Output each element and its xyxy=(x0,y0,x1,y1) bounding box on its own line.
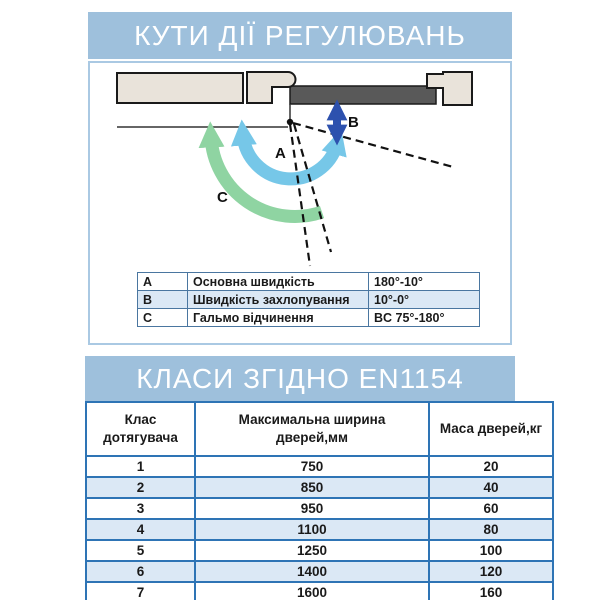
cell-width: 850 xyxy=(195,477,429,498)
cell-class: 6 xyxy=(86,561,195,582)
cell-mass: 120 xyxy=(429,561,553,582)
section2-title: КЛАСИ ЗГІДНО EN1154 xyxy=(136,362,464,394)
dashed-line-latching xyxy=(293,123,453,167)
angle-value: BC 75°-180° xyxy=(369,309,480,327)
table-row xyxy=(86,477,553,498)
dashed-line-closed-2 xyxy=(294,124,331,252)
arc-arrow-a xyxy=(243,135,337,179)
cell-mass: 100 xyxy=(429,540,553,561)
angle-key: B xyxy=(138,291,188,309)
angle-row-c xyxy=(138,309,480,327)
cell-mass: 60 xyxy=(429,498,553,519)
table-row xyxy=(86,582,553,600)
section2-title-bar xyxy=(85,356,515,401)
header-mass: Маса дверей,кг xyxy=(429,402,553,456)
classes-header-row xyxy=(86,402,553,456)
cell-width: 1250 xyxy=(195,540,429,561)
angle-row-a xyxy=(138,273,480,291)
classes-table xyxy=(85,401,554,600)
cell-width: 750 xyxy=(195,456,429,477)
cell-mass: 160 xyxy=(429,582,553,600)
diagram-label-a: A xyxy=(275,145,286,162)
cell-class: 2 xyxy=(86,477,195,498)
table-row xyxy=(86,498,553,519)
cell-width: 950 xyxy=(195,498,429,519)
angle-key: C xyxy=(138,309,188,327)
door-leaf xyxy=(290,86,436,104)
angle-name: Основна швидкість xyxy=(188,273,369,291)
table-row xyxy=(86,540,553,561)
dashed-line-closed-1 xyxy=(290,124,310,266)
cell-width: 1400 xyxy=(195,561,429,582)
section1-panel xyxy=(88,61,512,345)
cell-width: 1600 xyxy=(195,582,429,600)
cell-mass: 80 xyxy=(429,519,553,540)
header-class: Клас дотягувача xyxy=(86,402,195,456)
wall-left xyxy=(117,73,243,103)
angle-value: 180°-10° xyxy=(369,273,480,291)
cell-width: 1100 xyxy=(195,519,429,540)
angles-table xyxy=(137,272,480,327)
angle-key: A xyxy=(138,273,188,291)
section1-title-bar xyxy=(88,12,512,59)
cell-class: 4 xyxy=(86,519,195,540)
cell-mass: 20 xyxy=(429,456,553,477)
cell-class: 5 xyxy=(86,540,195,561)
pivot-dot xyxy=(287,119,293,125)
angle-row-b xyxy=(138,291,480,309)
header-max-width: Максимальна ширина дверей,мм xyxy=(195,402,429,456)
angle-name: Швидкість захлопування xyxy=(188,291,369,309)
table-row xyxy=(86,456,553,477)
section1-title: КУТИ ДІЇ РЕГУЛЮВАНЬ xyxy=(134,19,466,51)
diagram-label-c: C xyxy=(217,189,228,206)
diagram-label-b: B xyxy=(348,114,359,131)
cell-class: 7 xyxy=(86,582,195,600)
cell-class: 1 xyxy=(86,456,195,477)
cell-mass: 40 xyxy=(429,477,553,498)
angle-name: Гальмо відчинення xyxy=(188,309,369,327)
table-row xyxy=(86,519,553,540)
cell-class: 3 xyxy=(86,498,195,519)
table-row xyxy=(86,561,553,582)
door-frame-left xyxy=(247,72,296,103)
angle-value: 10°-0° xyxy=(369,291,480,309)
